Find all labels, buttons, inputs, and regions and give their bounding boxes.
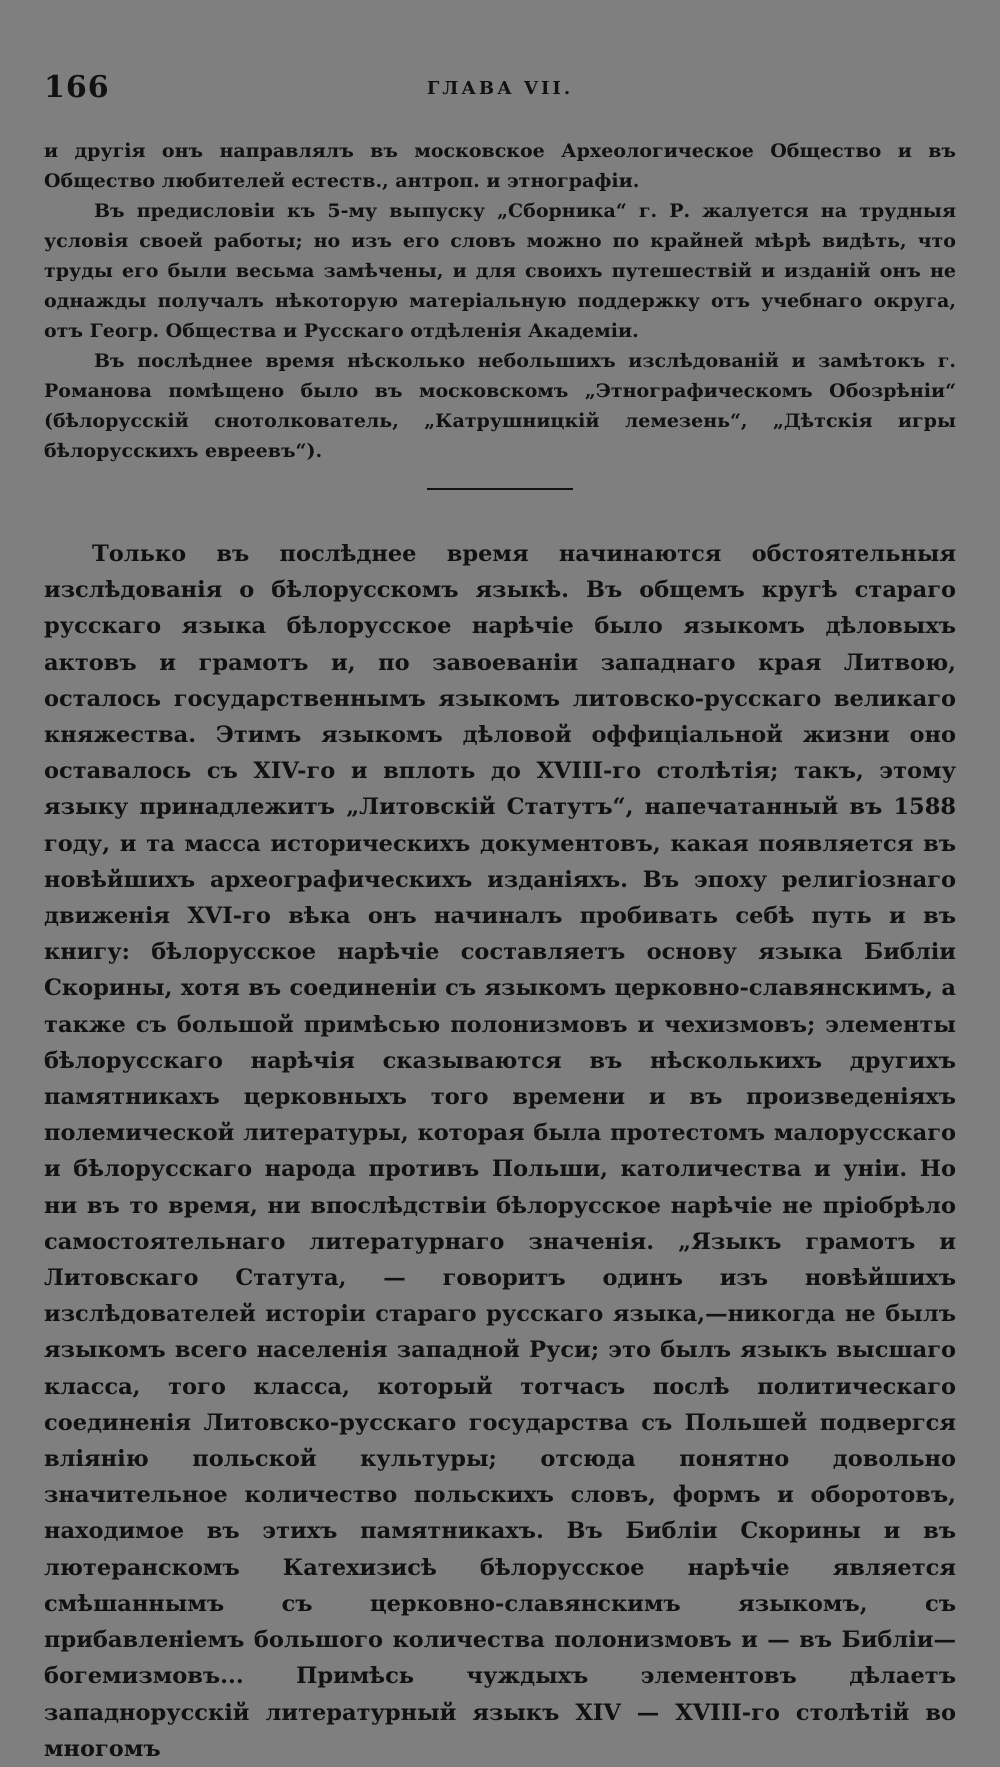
- main-paragraph: Только въ послѣднее время начинаются обстоятельныя изслѣдованія о бѣлорусскомъ языкѣ. Въ общемъ кругѣ стараго русскаго языка бѣлорусское нарѣчіе было языкомъ дѣловыхъ актовъ и грамотъ и, по завоеваніи западнаго края Литвою, осталось государственнымъ языкомъ литовско-русскаго великаго княжества. Этимъ языкомъ дѣловой оффиціальной жизни оно оставалось съ XIV-го и вплоть до XVIII-го столѣтія; такъ, этому языку принадлежитъ „Литовскій Статутъ“, напечатанный въ 1588 году, и та масса историческихъ документовъ, какая появляется въ новѣйшихъ археографическихъ изданіяхъ. Въ эпоху религіознаго движенія XVI-го вѣка онъ начиналъ пробивать себѣ путь и въ книгу: бѣлорусское нарѣчіе составляетъ основу языка Библіи Скорины, хотя въ соединеніи съ языкомъ церковно-славянскимъ, а также съ большой примѣсью полонизмовъ и чехизмовъ; элементы бѣлорусскаго нарѣчія сказываются въ нѣсколькихъ другихъ памятникахъ церковныхъ того времени и въ произведеніяхъ полемической литературы, которая была протестомъ малорусскаго и бѣлорусскаго народа противъ Польши, католичества и уніи. Но ни въ то время, ни впослѣдствіи бѣлорусское нарѣчіе не пріобрѣло самостоятельнаго литературнаго значенія. „Языкъ грамотъ и Литовскаго Статута, — говоритъ одинъ изъ новѣйшихъ изслѣдователей исторіи стараго русскаго языка,—никогда не былъ языкомъ всего населенія западной Руси; это былъ языкъ высшаго класса, того класса, который тотчасъ послѣ политическаго соединенія Литовско-русскаго государства съ Польшей подвергся вліянію польской культуры; отсюда понятно довольно значительное количество польскихъ словъ, формъ и оборотовъ, находимое въ этихъ памятникахъ. Въ Библіи Скорины и въ лютеранскомъ Катехизисѣ бѣлорусское нарѣчіе является смѣшаннымъ съ церковно-славянскимъ языкомъ, съ прибавленіемъ большого количества полонизмовъ и — въ Библіи—богемизмовъ... Примѣсь чуждыхъ элементовъ дѣлаетъ западнорусскій литературный языкъ XIV — XVIII-го столѣтій во многомъ: [44, 541, 956, 1762]
- footnote-paragraph-3: Въ послѣднее время нѣсколько небольшихъ изслѣдованій и замѣтокъ г. Романова помѣщено было въ московскомъ „Этнографическомъ Обозрѣніи“ (бѣлорусскій снотолкователь, „Катрушницкій лемезень“, „Дѣтскія игры бѣлорусскихъ евреевъ“).: [44, 350, 956, 462]
- footnote-paragraph-2: Въ предисловіи къ 5-му выпуску „Сборника“ г. Р. жалуется на трудныя условія своей работы; но изъ его словъ можно по крайней мѣрѣ видѣть, что труды его были весьма замѣчены, и для своихъ путешествій и изданій онъ не однажды получалъ нѣкоторую матеріальную поддержку отъ учебнаго округа, отъ Геогр. Общества и Русскаго отдѣленія Академіи.: [44, 200, 956, 342]
- page-header: [44, 62, 956, 110]
- footnote-paragraph-1: и другія онъ направлялъ въ московское Археологическое Общество и въ Общество любителей естеств., антроп. и этнографіи.: [44, 140, 956, 192]
- page-number: 166: [44, 70, 110, 105]
- book-page: [44, 62, 956, 1767]
- section-divider: [427, 488, 573, 490]
- main-text: [44, 536, 956, 1767]
- running-title: ГЛАВА VII.: [426, 78, 574, 99]
- footnote-block: [44, 136, 956, 466]
